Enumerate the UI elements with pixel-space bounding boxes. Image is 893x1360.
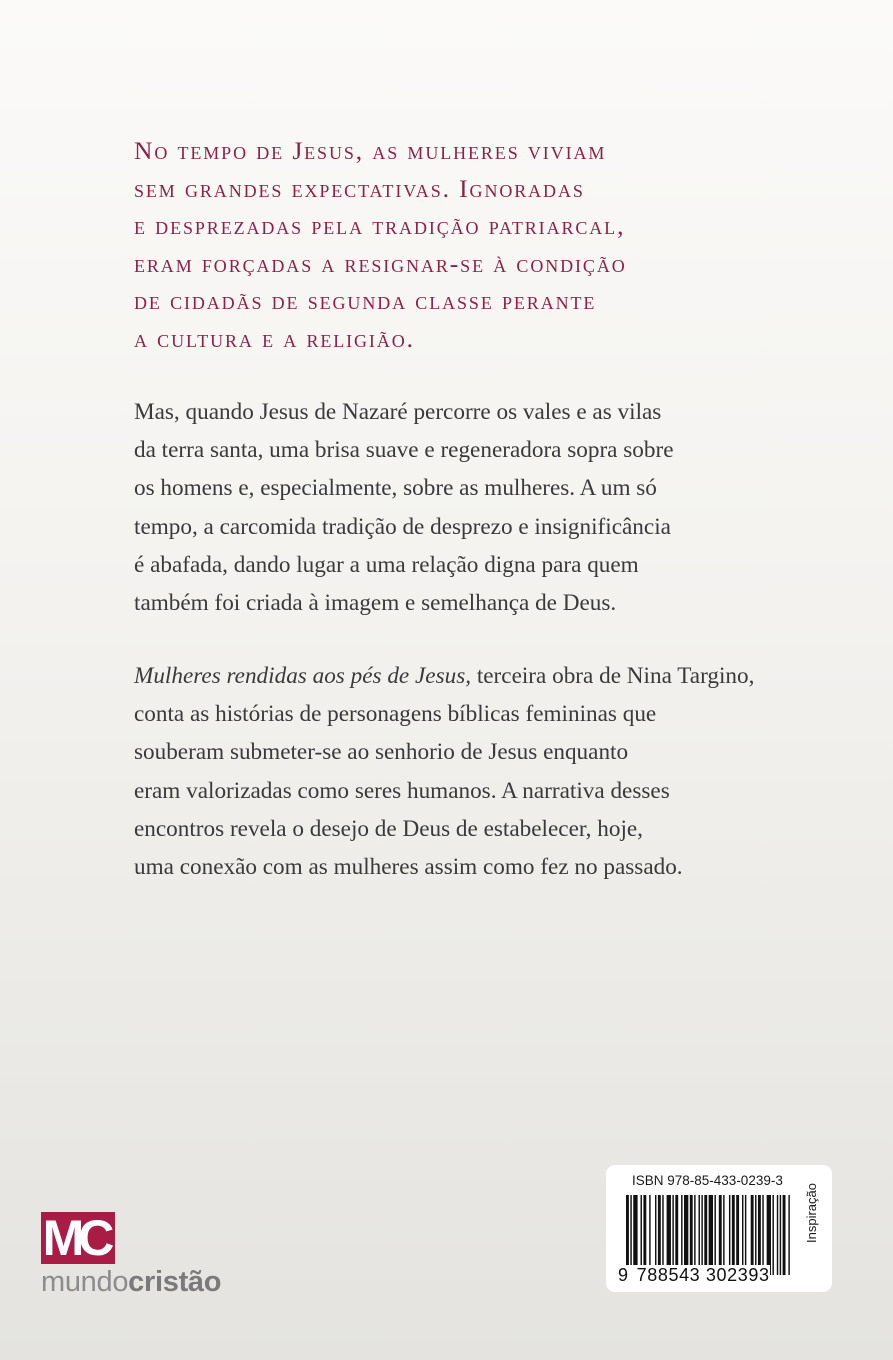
barcode-bars bbox=[626, 1195, 794, 1275]
barcode-bar bbox=[729, 1195, 730, 1275]
barcode-first-digit: 9 bbox=[618, 1265, 629, 1285]
barcode-bar bbox=[672, 1195, 673, 1275]
barcode-bar bbox=[758, 1195, 761, 1275]
barcode-bar bbox=[777, 1195, 778, 1275]
barcode-bar bbox=[742, 1195, 743, 1275]
barcode-bar bbox=[755, 1195, 756, 1275]
barcode-bar bbox=[751, 1195, 754, 1275]
barcode-bar bbox=[699, 1195, 700, 1275]
publisher-name-part1: mundo bbox=[41, 1266, 129, 1298]
barcode-bar bbox=[655, 1195, 656, 1275]
barcode-bar bbox=[704, 1195, 707, 1275]
barcode-bar bbox=[783, 1195, 786, 1275]
barcode-bar bbox=[701, 1195, 702, 1275]
description-paragraph-2 bbox=[134, 657, 774, 886]
barcode-bar bbox=[690, 1195, 693, 1275]
mc-logo-mark: MC bbox=[41, 1212, 115, 1264]
intro-text: No tempo de Jesus, as mulheres viviam sem grandes expectativas. Ignoradas e desprezadas pela tradição patriarcal, eram forçadas a resignar-se à condição de cidadãs de segunda classe perante a cultura e a religião. bbox=[134, 136, 627, 353]
barcode-bar bbox=[684, 1195, 688, 1275]
barcode-bar bbox=[667, 1195, 671, 1275]
barcode-bar bbox=[745, 1195, 746, 1275]
barcode-bar bbox=[714, 1195, 715, 1275]
barcode-bar bbox=[772, 1195, 773, 1275]
barcode-bar bbox=[626, 1195, 629, 1275]
description-paragraph-1: Mas, quando Jesus de Nazaré percorre os vales e as vilas da terra santa, uma brisa suave e regeneradora sopra sobre os homens e, especialmente, sobre as mulheres. A um só tempo, a carcomida tradição de desprezo e insignificância é abafada, dando lugar a uma relação digna para quem também foi criada à imagem e semelhança de Deus. bbox=[134, 399, 674, 617]
category-label: Inspiração bbox=[804, 1183, 819, 1243]
barcode-bar bbox=[732, 1195, 735, 1275]
barcode-bar bbox=[723, 1195, 724, 1275]
barcode-bar bbox=[694, 1195, 695, 1275]
description-paragraph-2-text: terceira obra de Nina Targino, conta as histórias de personagens bíblicas femininas que souberam submeter-se ao senhorio de Jesus enquanto eram valorizadas como seres humanos. A narrativa desses encontros revela o desejo de Deus de estabelecer, hoje, uma conexão com as mulheres assim como fez no passado. bbox=[134, 663, 755, 881]
barcode-bar bbox=[709, 1195, 713, 1275]
barcode-number: 788543 302393 bbox=[636, 1265, 770, 1285]
barcode-bar bbox=[633, 1195, 637, 1275]
barcode-bar bbox=[630, 1195, 631, 1275]
barcode-bar bbox=[767, 1195, 771, 1275]
barcode-bar bbox=[662, 1195, 663, 1275]
publisher-name-part2: cristão bbox=[128, 1266, 222, 1298]
barcode-bar bbox=[762, 1195, 763, 1275]
barcode-bar bbox=[681, 1195, 682, 1275]
publisher-logo bbox=[41, 1212, 221, 1299]
barcode-bar bbox=[788, 1195, 789, 1275]
barcode-bar bbox=[675, 1195, 678, 1275]
isbn-label: ISBN 978-85-433-0239-3 bbox=[632, 1173, 783, 1188]
barcode-bar bbox=[643, 1195, 646, 1275]
barcode-digits bbox=[618, 1265, 770, 1286]
barcode-box bbox=[606, 1165, 832, 1292]
barcode-bar bbox=[736, 1195, 739, 1275]
book-title: Mulheres rendidas aos pés de Jesus, bbox=[134, 663, 472, 689]
publisher-name bbox=[41, 1266, 221, 1299]
barcode-bar bbox=[658, 1195, 661, 1275]
barcode-bar bbox=[780, 1195, 781, 1275]
barcode-bar bbox=[641, 1195, 642, 1275]
barcode-bar bbox=[649, 1195, 650, 1275]
barcode-bar bbox=[719, 1195, 722, 1275]
